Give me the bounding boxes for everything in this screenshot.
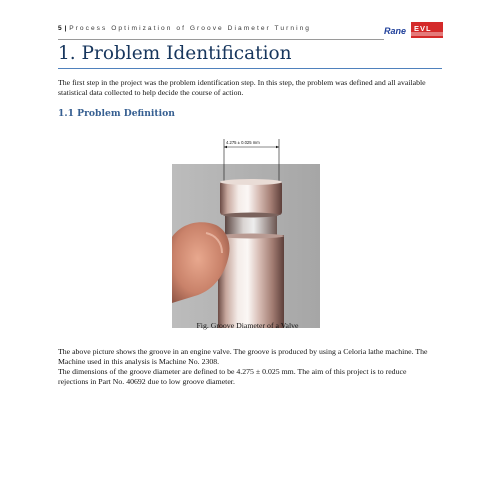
logo-rane-text: Rane — [384, 26, 407, 36]
dimension-label: 4.275 ± 0.025 mm — [226, 140, 260, 145]
valve-photo — [172, 139, 320, 328]
section-heading: 1. Problem Identification — [58, 43, 292, 64]
header-title: Process Optimization of Groove Diameter Turning — [69, 25, 312, 32]
header-rule — [58, 39, 384, 40]
heading-rule — [58, 68, 442, 69]
rane-evl-logo — [383, 22, 443, 38]
subsection-heading: 1.1 Problem Definition — [58, 108, 175, 119]
page-number: 5 — [58, 25, 63, 32]
figure-caption: Fig. Groove Diameter of a Valve — [196, 321, 299, 330]
header-separator: | — [62, 25, 70, 32]
header-text — [58, 25, 311, 32]
intro-paragraph: The first step in the project was the problem identification step. In this step, the problem was defined and all available statistical data collected to help decide the course of action. — [58, 78, 426, 97]
logo-evl-text: EVL — [414, 24, 432, 33]
body-paragraph-1: The above picture shows the groove in an engine valve. The groove is produced by using a Celoria lathe machine. The Machine used in this analysis is Machine No. 2308. — [58, 347, 428, 366]
valve-figure — [172, 139, 320, 328]
body-paragraph-2: The dimensions of the groove diameter are defined to be 4.275 ± 0.025 mm. The aim of this project is to reduce rejections in Part No. 40692 due to low groove diameter. — [58, 367, 407, 386]
page-header — [58, 22, 442, 40]
